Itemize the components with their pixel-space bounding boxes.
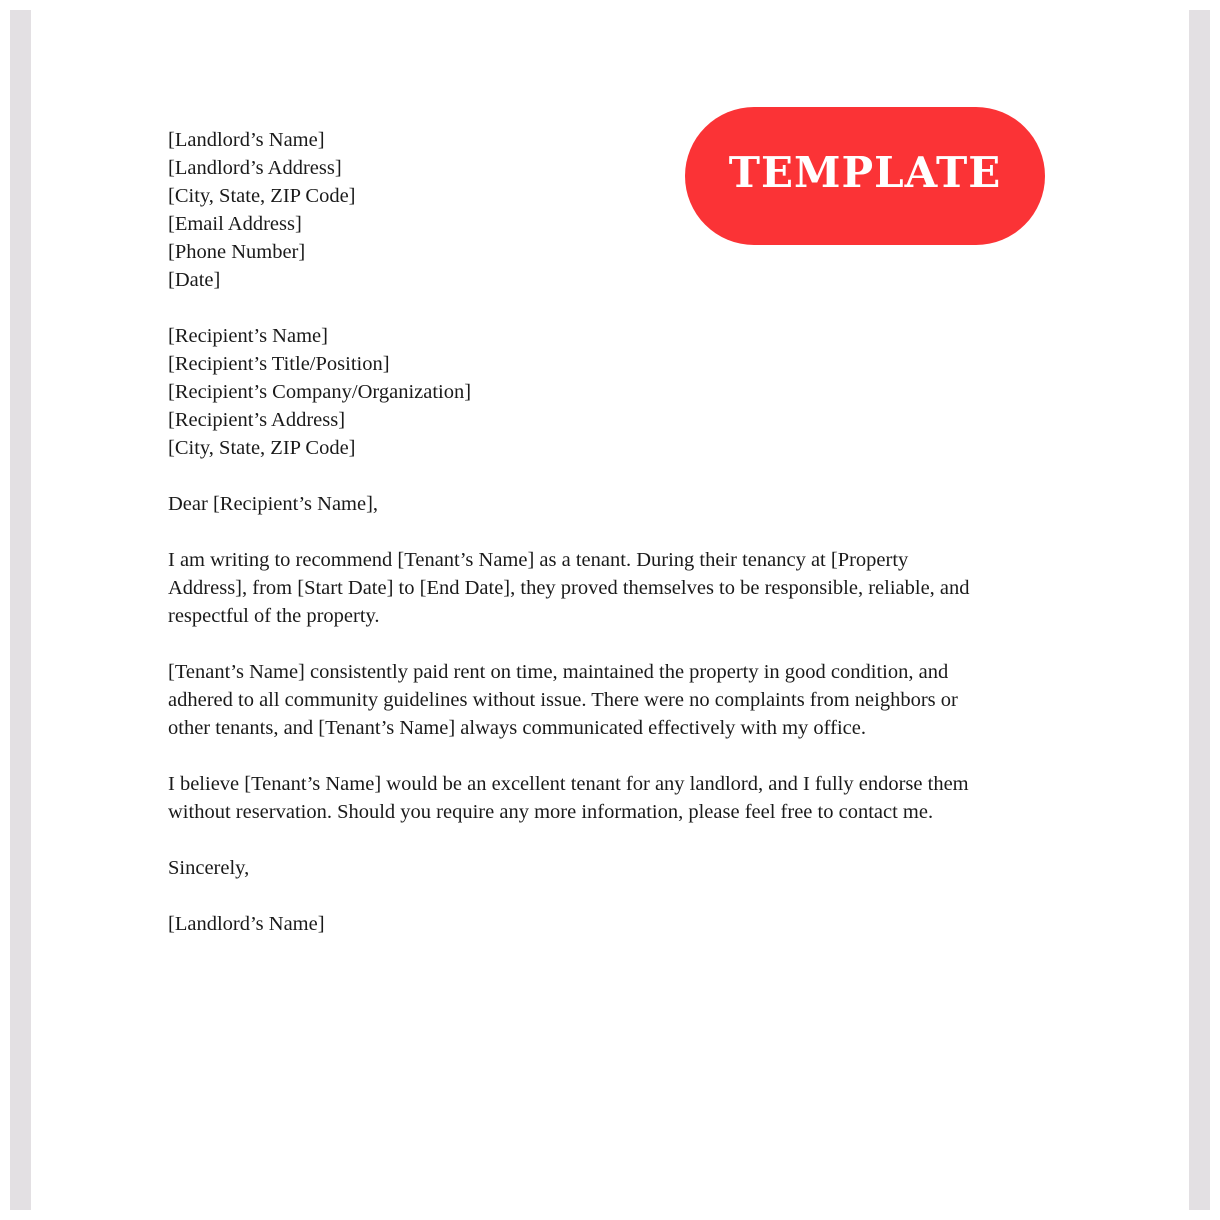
paragraph-line: other tenants, and [Tenant’s Name] always communicated effectively with my office. (168, 717, 866, 739)
paragraph-line: without reservation. Should you require any more information, please feel free to contact me. (168, 801, 934, 823)
template-badge-label: TEMPLATE (728, 147, 1002, 197)
page-shadow-right (1189, 10, 1210, 1210)
recipient-name: [Recipient’s Name] (168, 325, 328, 347)
sender-city-state-zip: [City, State, ZIP Code] (168, 185, 356, 207)
letter-date: [Date] (168, 269, 221, 291)
paragraph-line: [Tenant’s Name] consistently paid rent on time, maintained the property in good condition, and (168, 661, 949, 683)
recipient-address-block (168, 322, 1038, 462)
signature-name: [Landlord’s Name] (168, 913, 325, 935)
recipient-company: [Recipient’s Company/Organization] (168, 381, 472, 403)
letter-body (168, 126, 1038, 938)
paragraph-line: I believe [Tenant’s Name] would be an excellent tenant for any landlord, and I fully endorse them (168, 773, 969, 795)
sender-address: [Landlord’s Address] (168, 157, 342, 179)
salutation: Dear [Recipient’s Name], (168, 493, 379, 515)
paragraph-line: adhered to all community guidelines without issue. There were no complaints from neighbors or (168, 689, 958, 711)
page-shadow-left (10, 10, 31, 1210)
sender-address-block (168, 126, 1038, 294)
recipient-city-state-zip: [City, State, ZIP Code] (168, 437, 356, 459)
recipient-title: [Recipient’s Title/Position] (168, 353, 390, 375)
sender-email: [Email Address] (168, 213, 302, 235)
body-paragraph-1 (168, 546, 1038, 630)
recipient-address: [Recipient’s Address] (168, 409, 346, 431)
paragraph-line: Address], from [Start Date] to [End Date], they proved themselves to be responsible, reliable, and (168, 577, 970, 599)
sender-phone: [Phone Number] (168, 241, 306, 263)
sender-name: [Landlord’s Name] (168, 129, 325, 151)
body-paragraph-2 (168, 658, 1038, 742)
paragraph-line: I am writing to recommend [Tenant’s Name] as a tenant. During their tenancy at [Property (168, 549, 909, 571)
closing: Sincerely, (168, 857, 250, 879)
paragraph-line: respectful of the property. (168, 605, 380, 627)
body-paragraph-3 (168, 770, 1038, 826)
